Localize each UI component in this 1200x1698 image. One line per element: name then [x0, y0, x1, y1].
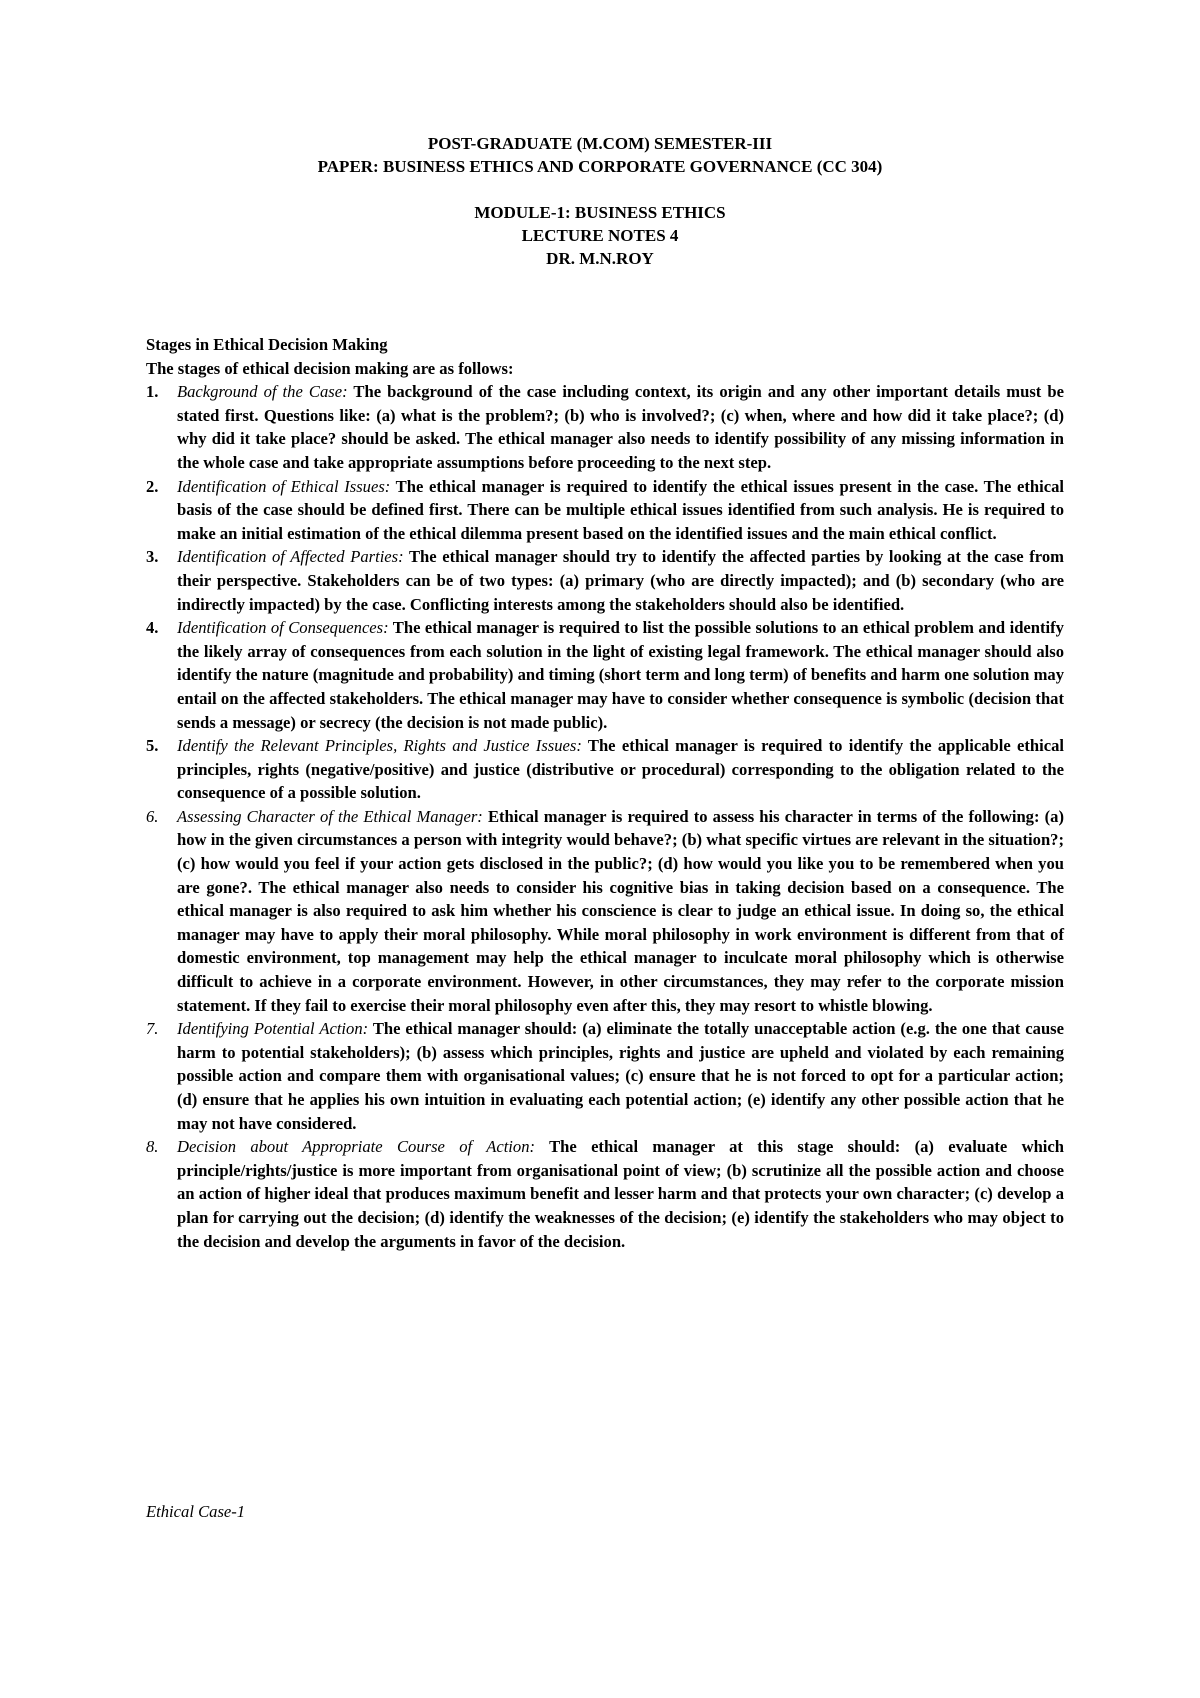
document-subheader — [0, 201, 1200, 270]
list-item-text: The background of the case including context, its origin and any other important details must be stated first. Questions like: (a) what is the problem?; (b) who is involved?; (c) when, where and how did it take place?; (d) why did it take place? should be asked. The ethical manager also needs to identify possibility of any missing information in the whole case and take appropriate assumptions before proceeding to the next step. — [177, 382, 1064, 472]
list-item-text: The ethical manager should try to identify the affected parties by looking at the case from their perspective. Stakeholders can be of two types: (a) primary (who are directly impacted); and (b) secondary (who are indirectly impacted) by the case. Conflicting interests among the stakeholders should also be identified. — [177, 547, 1064, 614]
list-item-term: Decision about Appropriate Course of Action: — [177, 1137, 536, 1157]
list-item-term: Identifying Potential Action: — [177, 1019, 369, 1039]
stages-list — [146, 380, 1064, 1253]
header-lecture-notes: LECTURE NOTES 4 — [521, 226, 679, 245]
list-item — [146, 380, 1064, 474]
list-item — [146, 1135, 1064, 1253]
list-item-term: Background of the Case: — [177, 382, 348, 402]
list-item — [146, 545, 1064, 616]
document-body — [146, 333, 1064, 1253]
list-item-text: The ethical manager is required to list the possible solutions to an ethical problem and identify the likely array of consequences from each solution in the light of existing legal framework. The ethical manager should also identify the nature (magnitude and probability) and timing (short term and long term) of benefits and harm one solution may entail on the affected stakeholders. The ethical manager may have to consider whether consequence is symbolic (decision that sends a message) or secrecy (the decision is not made public). — [177, 618, 1064, 732]
list-item-term: Identification of Ethical Issues: — [177, 476, 391, 496]
list-item-number: 4. — [146, 618, 159, 638]
list-item-text: The ethical manager should: (a) eliminate the totally unacceptable action (e.g. the one that cause harm to potential stakeholders); (b) assess which principles, rights and justice are upheld and violated by each remaining possible action and compare them with organisational values; (c) ensure that he is not forced to opt for a particular action; (d) ensure that he applies his own intuition in evaluating each potential action; (e) identify any other possible action that he may not have considered. — [177, 1019, 1064, 1133]
list-item-term: Identification of Consequences: — [177, 618, 389, 638]
list-item-text: The ethical manager at this stage should: (a) evaluate which principle/rights/justice is more important from organisational point of view; (b) scrutinize all the possible action and choose an action of higher ideal that produces maximum benefit and lesser harm and that protects your own character; (c) develop a plan for carrying out the decision; (d) identify the weaknesses of the decision; (e) identify the stakeholders who may object to the decision and develop the arguments in favor of the decision. — [177, 1137, 1065, 1251]
list-item-text: The ethical manager is required to identify the applicable ethical principles, rights (negative/positive) and justice (distributive or procedural) corresponding to the obligation related to the consequence of a possible solution. — [177, 736, 1064, 803]
list-item-text: The ethical manager is required to identify the ethical issues present in the case. The ethical basis of the case should be defined first. There can be multiple ethical issues identified from such analysis. He is required to make an initial estimation of the ethical dilemma present based on the identified issues and the main ethical conflict. — [177, 476, 1064, 543]
header-paper: PAPER: BUSINESS ETHICS AND CORPORATE GOVERNANCE (CC 304) — [317, 157, 883, 176]
list-item — [146, 1017, 1064, 1135]
list-item-number: 6. — [146, 806, 159, 826]
list-item-number: 8. — [146, 1137, 159, 1157]
list-item — [146, 805, 1064, 1017]
section-title: Stages in Ethical Decision Making — [146, 335, 388, 354]
list-item — [146, 734, 1064, 805]
list-item-term: Identification of Affected Parties: — [177, 547, 404, 567]
list-item-term: Identify the Relevant Principles, Rights and Justice Issues: — [177, 736, 582, 756]
ethical-case-label: Ethical Case-1 — [146, 1502, 246, 1521]
list-item-number: 5. — [146, 736, 159, 756]
list-item-number: 3. — [146, 547, 159, 567]
list-item-text: Ethical manager is required to assess his character in terms of the following: (a) how in the given circumstances a person with integrity would behave?; (b) what specific virtues are relevant in the situation?; (c) how would you feel if your action gets disclosed in the public?; (d) how would you like you to be remembered when you are gone?. The ethical manager also needs to consider his cognitive bias in taking decision based on a consequence. The ethical manager is also required to ask him whether his conscience is clear to judge an ethical issue. In doing so, the ethical manager may have to apply their moral philosophy. While moral philosophy in work environment is different from that of domestic environment, top management may help the ethical manager to inculcate moral philosophy which is otherwise difficult to achieve in a corporate environment. However, in other circumstances, they may refer to the corporate mission statement. If they fail to exercise their moral philosophy even after this, they may resort to whistle blowing. — [177, 806, 1064, 1015]
header-program: POST-GRADUATE (M.COM) SEMESTER-III — [427, 134, 773, 153]
header-author: DR. M.N.ROY — [546, 249, 654, 268]
list-item-number: 1. — [146, 382, 159, 402]
list-item — [146, 475, 1064, 546]
header-module: MODULE-1: BUSINESS ETHICS — [474, 203, 726, 222]
list-item-number: 7. — [146, 1019, 159, 1039]
list-item — [146, 616, 1064, 734]
intro-text: The stages of ethical decision making are as follows: — [146, 358, 514, 378]
list-item-number: 2. — [146, 476, 159, 496]
list-item-term: Assessing Character of the Ethical Manager: — [177, 806, 483, 826]
document-header — [0, 132, 1200, 178]
